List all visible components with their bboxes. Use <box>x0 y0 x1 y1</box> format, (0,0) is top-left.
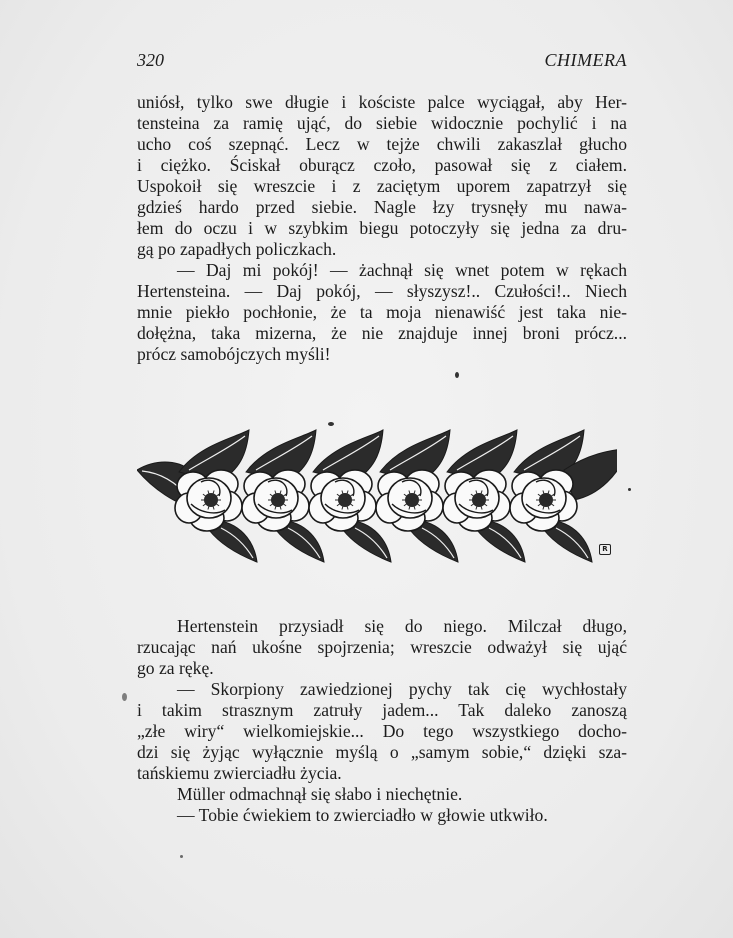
print-speck <box>328 422 334 426</box>
text-line: i takim strasznym zatruły jadem... Tak daleko zanoszą <box>137 700 627 720</box>
camellia-flower <box>175 470 242 531</box>
text-line: i ciężko. Ściskał oburącz czoło, pasował się z ciałem. <box>137 155 627 175</box>
camellia-flower <box>376 470 443 531</box>
text-line: Uspokoił się wreszcie i z zaciętym uporem zapatrzył się <box>137 176 627 196</box>
text-line: Hertenstein przysiadł się do niego. Milczał długo, <box>177 616 627 636</box>
text-line: Hertensteina. — Daj pokój, — słyszysz!.. Czułości!.. Niech <box>137 281 627 301</box>
camellia-flower <box>510 470 577 531</box>
print-speck <box>180 855 183 858</box>
running-title: CHIMERA <box>544 50 627 70</box>
text-line: uniósł, tylko swe długie i kościste palce wyciągał, aby Her- <box>137 92 627 112</box>
text-before-ornament <box>137 92 627 365</box>
paragraph <box>137 784 627 805</box>
print-speck <box>628 488 631 491</box>
text-line: tensteina za ramię ująć, do siebie widocznie pochylić i na <box>137 113 627 133</box>
text-line: tańskiemu zwierciadłu życia. <box>137 763 342 783</box>
camellia-flower <box>242 470 309 531</box>
text-line: rzucając nań ukośne spojrzenia; wreszcie odważył się ująć <box>137 637 627 657</box>
print-speck <box>455 372 459 378</box>
page-header <box>137 50 627 74</box>
camellia-flower <box>309 470 376 531</box>
paragraph <box>137 616 627 679</box>
paragraph <box>137 679 627 784</box>
page-number: 320 <box>137 50 164 70</box>
flowers <box>175 470 577 531</box>
camellia-ornament <box>137 428 617 568</box>
text-line: mnie piekło pochłonie, że ta moja nienawiść jest taka nie- <box>137 302 627 322</box>
text-line: dołężna, taka mizerna, że nie znajduje innej broni prócz... <box>137 323 627 343</box>
paragraph <box>137 260 627 365</box>
text-line: Müller odmachnął się słabo i niechętnie. <box>177 784 463 804</box>
text-line: „złe wiry“ wielkomiejskie... Do tego wszystkiego docho- <box>137 721 627 741</box>
text-line: prócz samobójczych myśli! <box>137 344 331 364</box>
text-line: gdzieś hardo przed siebie. Nagle łzy trysnęły mu nawa- <box>137 197 627 217</box>
text-line: — Daj mi pokój! — żachnął się wnet potem w rękach <box>177 260 627 280</box>
paragraph <box>137 92 627 260</box>
text-after-ornament <box>137 616 627 826</box>
monogram-icon: R <box>599 544 611 555</box>
text-line: gą po zapadłych policzkach. <box>137 239 337 259</box>
text-line: go za rękę. <box>137 658 214 678</box>
camellia-flower <box>443 470 510 531</box>
text-line: — Skorpiony zawiedzionej pychy tak cię wychłostały <box>177 679 627 699</box>
print-speck <box>122 693 127 701</box>
text-line: — Tobie ćwiekiem to zwierciadło w głowie utkwiło. <box>177 805 548 825</box>
text-line: dzi się żyjąc wyłącznie myślą o „samym sobie,“ dzięki sza- <box>137 742 627 762</box>
paragraph <box>137 805 627 826</box>
text-line: łem do oczu i w szybkim biegu potoczyły się jedna za dru- <box>137 218 627 238</box>
text-line: ucho coś szepnąć. Lecz w tejże chwili zakaszlał głucho <box>137 134 627 154</box>
